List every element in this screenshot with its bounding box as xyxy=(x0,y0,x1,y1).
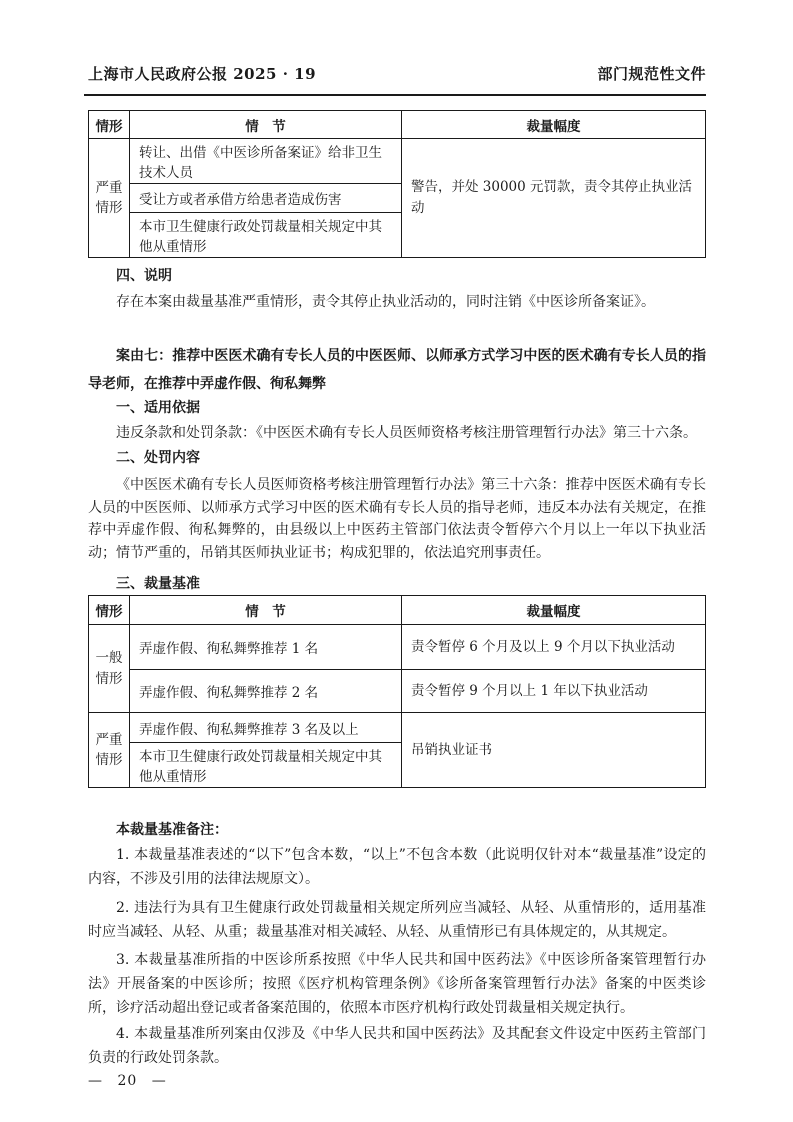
header-rule xyxy=(84,94,706,96)
basis-paragraph: 违反条款和处罚条款：《中医医术确有专长人员医师资格考核注册管理暂行办法》第三十六条。 xyxy=(116,425,697,441)
table-row xyxy=(89,670,706,713)
detail-cell: 转让、出借《中医诊所备案证》给非卫生技术人员 xyxy=(130,139,402,184)
section-title-punish: 二、处罚内容 xyxy=(116,450,200,466)
detail-cell: 本市卫生健康行政处罚裁量相关规定中其他从重情形 xyxy=(130,213,402,258)
penalty-table-case6 xyxy=(88,110,706,258)
document-category: 部门规范性文件 xyxy=(597,65,706,83)
punish-paragraph: 《中医医术确有专长人员医师资格考核注册管理暂行办法》第三十六条：推荐中医医术确有专长人员的中医医师、以师承方式学习中医的医术确有专长人员的指导老师，违反本办法有关规定，在推荐中弄虚作假、徇私舞弊的，由县级以上中医药主管部门依法责令暂停六个月以上一年以下执业活动；情节严重的，吊销其医师执业证书；构成犯罪的，依法追究刑事责任。 xyxy=(88,477,706,561)
shuoming-paragraph: 存在本案由裁量基准严重情形，责令其停止执业活动的，同时注销《中医诊所备案证》。 xyxy=(116,294,655,310)
detail-cell: 弄虚作假、徇私舞弊推荐 3 名及以上 xyxy=(130,713,402,743)
detail-cell: 弄虚作假、徇私舞弊推荐 2 名 xyxy=(130,670,402,713)
gazette-title: 上海市人民政府公报 2025 · 19 xyxy=(88,65,317,83)
situation-group-label: 一般情形 xyxy=(89,625,130,713)
page-header xyxy=(88,63,706,84)
note-item-3: 3. 本裁量基准所指的中医诊所系按照《中华人民共和国中医药法》《中医诊所备案管理暂行办法》开展备案的中医诊所；按照《医疗机构管理条例》《诊所备案管理暂行办法》备案的中医类诊所，诊疗活动超出登记或者备案范围的，依照本市医疗机构行政处罚裁量相关规定执行。 xyxy=(88,952,706,1016)
col-header-range: 裁量幅度 xyxy=(402,596,706,625)
detail-cell: 受让方或者承借方给患者造成伤害 xyxy=(130,184,402,213)
range-cell: 警告，并处 30000 元罚款，责令其停止执业活动 xyxy=(402,139,706,258)
table-row xyxy=(89,713,706,743)
table-header-row xyxy=(89,111,706,139)
page-number: — 20 — xyxy=(88,1073,167,1089)
col-header-detail: 情 节 xyxy=(130,111,402,139)
section-title-benchmark: 三、裁量基准 xyxy=(116,576,200,592)
notes-title: 本裁量基准备注： xyxy=(116,822,228,838)
table-row xyxy=(89,625,706,670)
case7-title: 案由七：推荐中医医术确有专长人员的中医医师、以师承方式学习中医的医术确有专长人员的指导老师，在推荐中弄虚作假、徇私舞弊 xyxy=(88,348,706,392)
detail-cell: 本市卫生健康行政处罚裁量相关规定中其他从重情形 xyxy=(130,743,402,788)
col-header-detail: 情 节 xyxy=(130,596,402,625)
range-cell: 责令暂停 9 个月以上 1 年以下执业活动 xyxy=(402,670,706,713)
range-cell: 责令暂停 6 个月及以上 9 个月以下执业活动 xyxy=(402,625,706,670)
note-item-2: 2. 违法行为具有卫生健康行政处罚裁量相关规定所列应当减轻、从轻、从重情形的，适用基准时应当减轻、从轻、从重；裁量基准对相关减轻、从轻、从重情形已有具体规定的，从其规定。 xyxy=(88,900,706,940)
col-header-situation: 情形 xyxy=(89,596,130,625)
penalty-table-case7 xyxy=(88,595,706,788)
detail-cell: 弄虚作假、徇私舞弊推荐 1 名 xyxy=(130,625,402,670)
table-row xyxy=(89,139,706,184)
section-title-shuoming: 四、说明 xyxy=(116,268,172,284)
situation-group-label: 严重情形 xyxy=(89,713,130,788)
situation-group-label: 严重情形 xyxy=(89,139,130,258)
col-header-range: 裁量幅度 xyxy=(402,111,706,139)
section-title-basis: 一、适用依据 xyxy=(116,400,200,416)
col-header-situation: 情形 xyxy=(89,111,130,139)
note-item-1: 1. 本裁量基准表述的“以下”包含本数，“以上”不包含本数（此说明仅针对本“裁量基准”设定的内容，不涉及引用的法律法规原文）。 xyxy=(88,847,706,887)
table-header-row xyxy=(89,596,706,625)
note-item-4: 4. 本裁量基准所列案由仅涉及《中华人民共和国中医药法》及其配套文件设定中医药主管部门负责的行政处罚条款。 xyxy=(88,1026,706,1066)
range-cell: 吊销执业证书 xyxy=(402,713,706,788)
